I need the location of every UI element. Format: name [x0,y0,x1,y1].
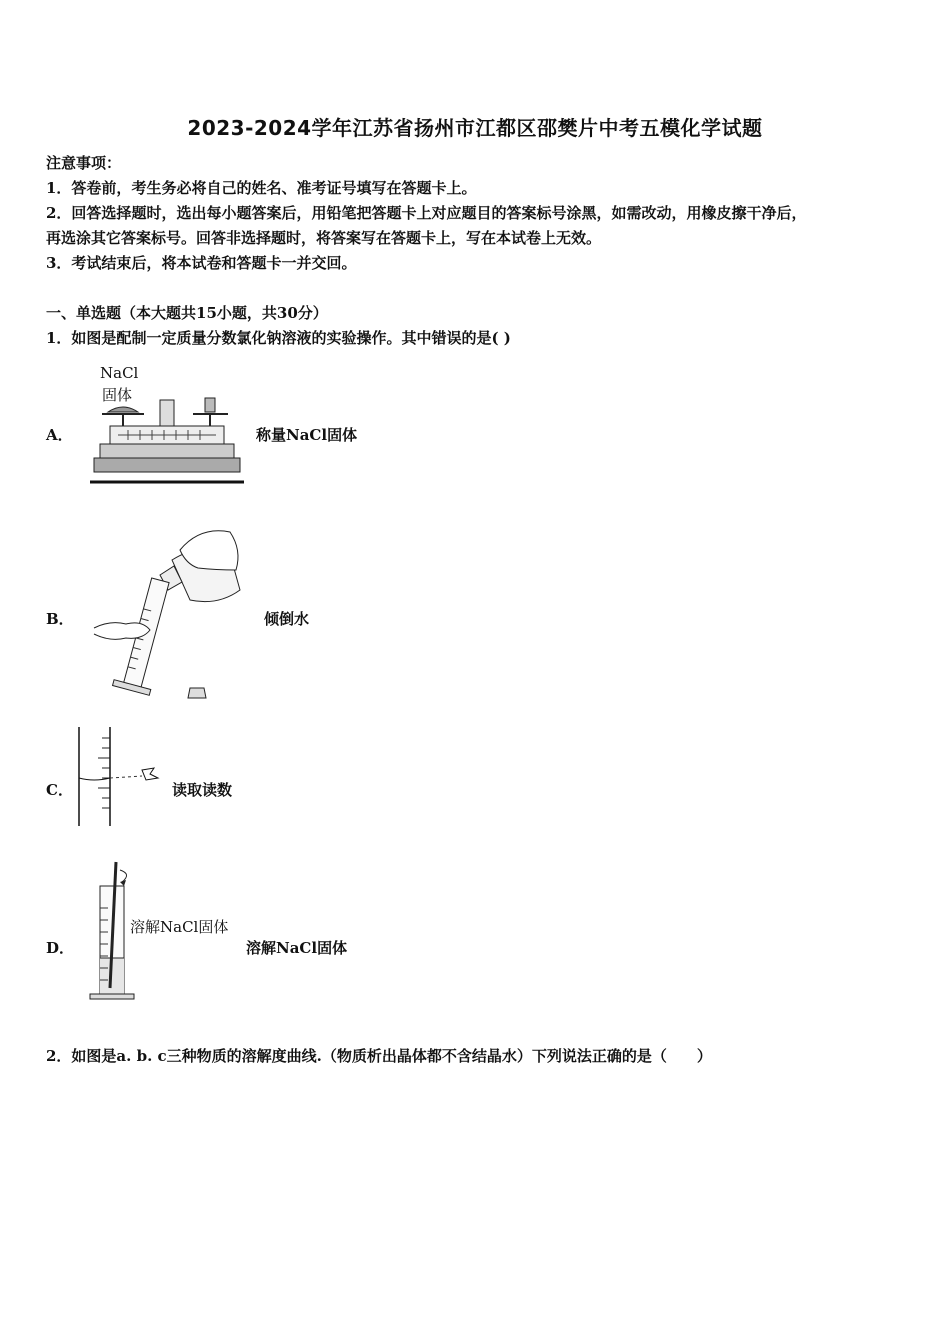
question-1-stem: 1．如图是配制一定质量分数氯化钠溶液的实验操作。其中错误的是( ) [46,329,511,347]
notice-heading: 注意事项： [46,154,122,172]
fig-a-text-2: 固体 [102,386,133,404]
option-b-label: B． [46,610,74,628]
option-a-label: A． [46,426,73,444]
option-d-caption: 溶解NaCl固体 [246,939,348,957]
reading-figure [72,724,166,828]
balance-figure [88,360,246,488]
dissolving-figure [86,858,246,1002]
page-title: 2023-2024学年江苏省扬州市江都区邵樊片中考五模化学试题 [187,116,763,140]
fig-d-text: 溶解NaCl固体 [130,918,229,936]
notice-item-3: 3．考试结束后，将本试卷和答题卡一并交回。 [46,254,357,272]
option-d-label: D． [46,939,75,957]
notice-item-2-cont: 再选涂其它答案标号。回答非选择题时，将答案写在答题卡上，写在本试卷上无效。 [46,229,602,247]
option-a-caption: 称量NaCl固体 [256,426,358,444]
section-heading: 一、单选题（本大题共15小题，共30分） [46,304,328,322]
option-c-label: C． [46,781,73,799]
notice-item-2: 2．回答选择题时，选出每小题答案后，用铅笔把答题卡上对应题目的答案标号涂黑，如需改动，用橡皮擦干净后， [46,204,807,222]
pouring-water-figure [90,520,248,702]
option-c-caption: 读取读数 [172,781,233,799]
fig-a-text-1: NaCl [100,364,139,382]
notice-item-1: 1．答卷前，考生务必将自己的姓名、准考证号填写在答题卡上。 [46,179,477,197]
question-2-stem: 2．如图是a. b. c三种物质的溶解度曲线.（物质析出晶体都不含结晶水）下列说法正确的是（ ） [46,1047,712,1065]
option-b-caption: 倾倒水 [264,610,310,628]
